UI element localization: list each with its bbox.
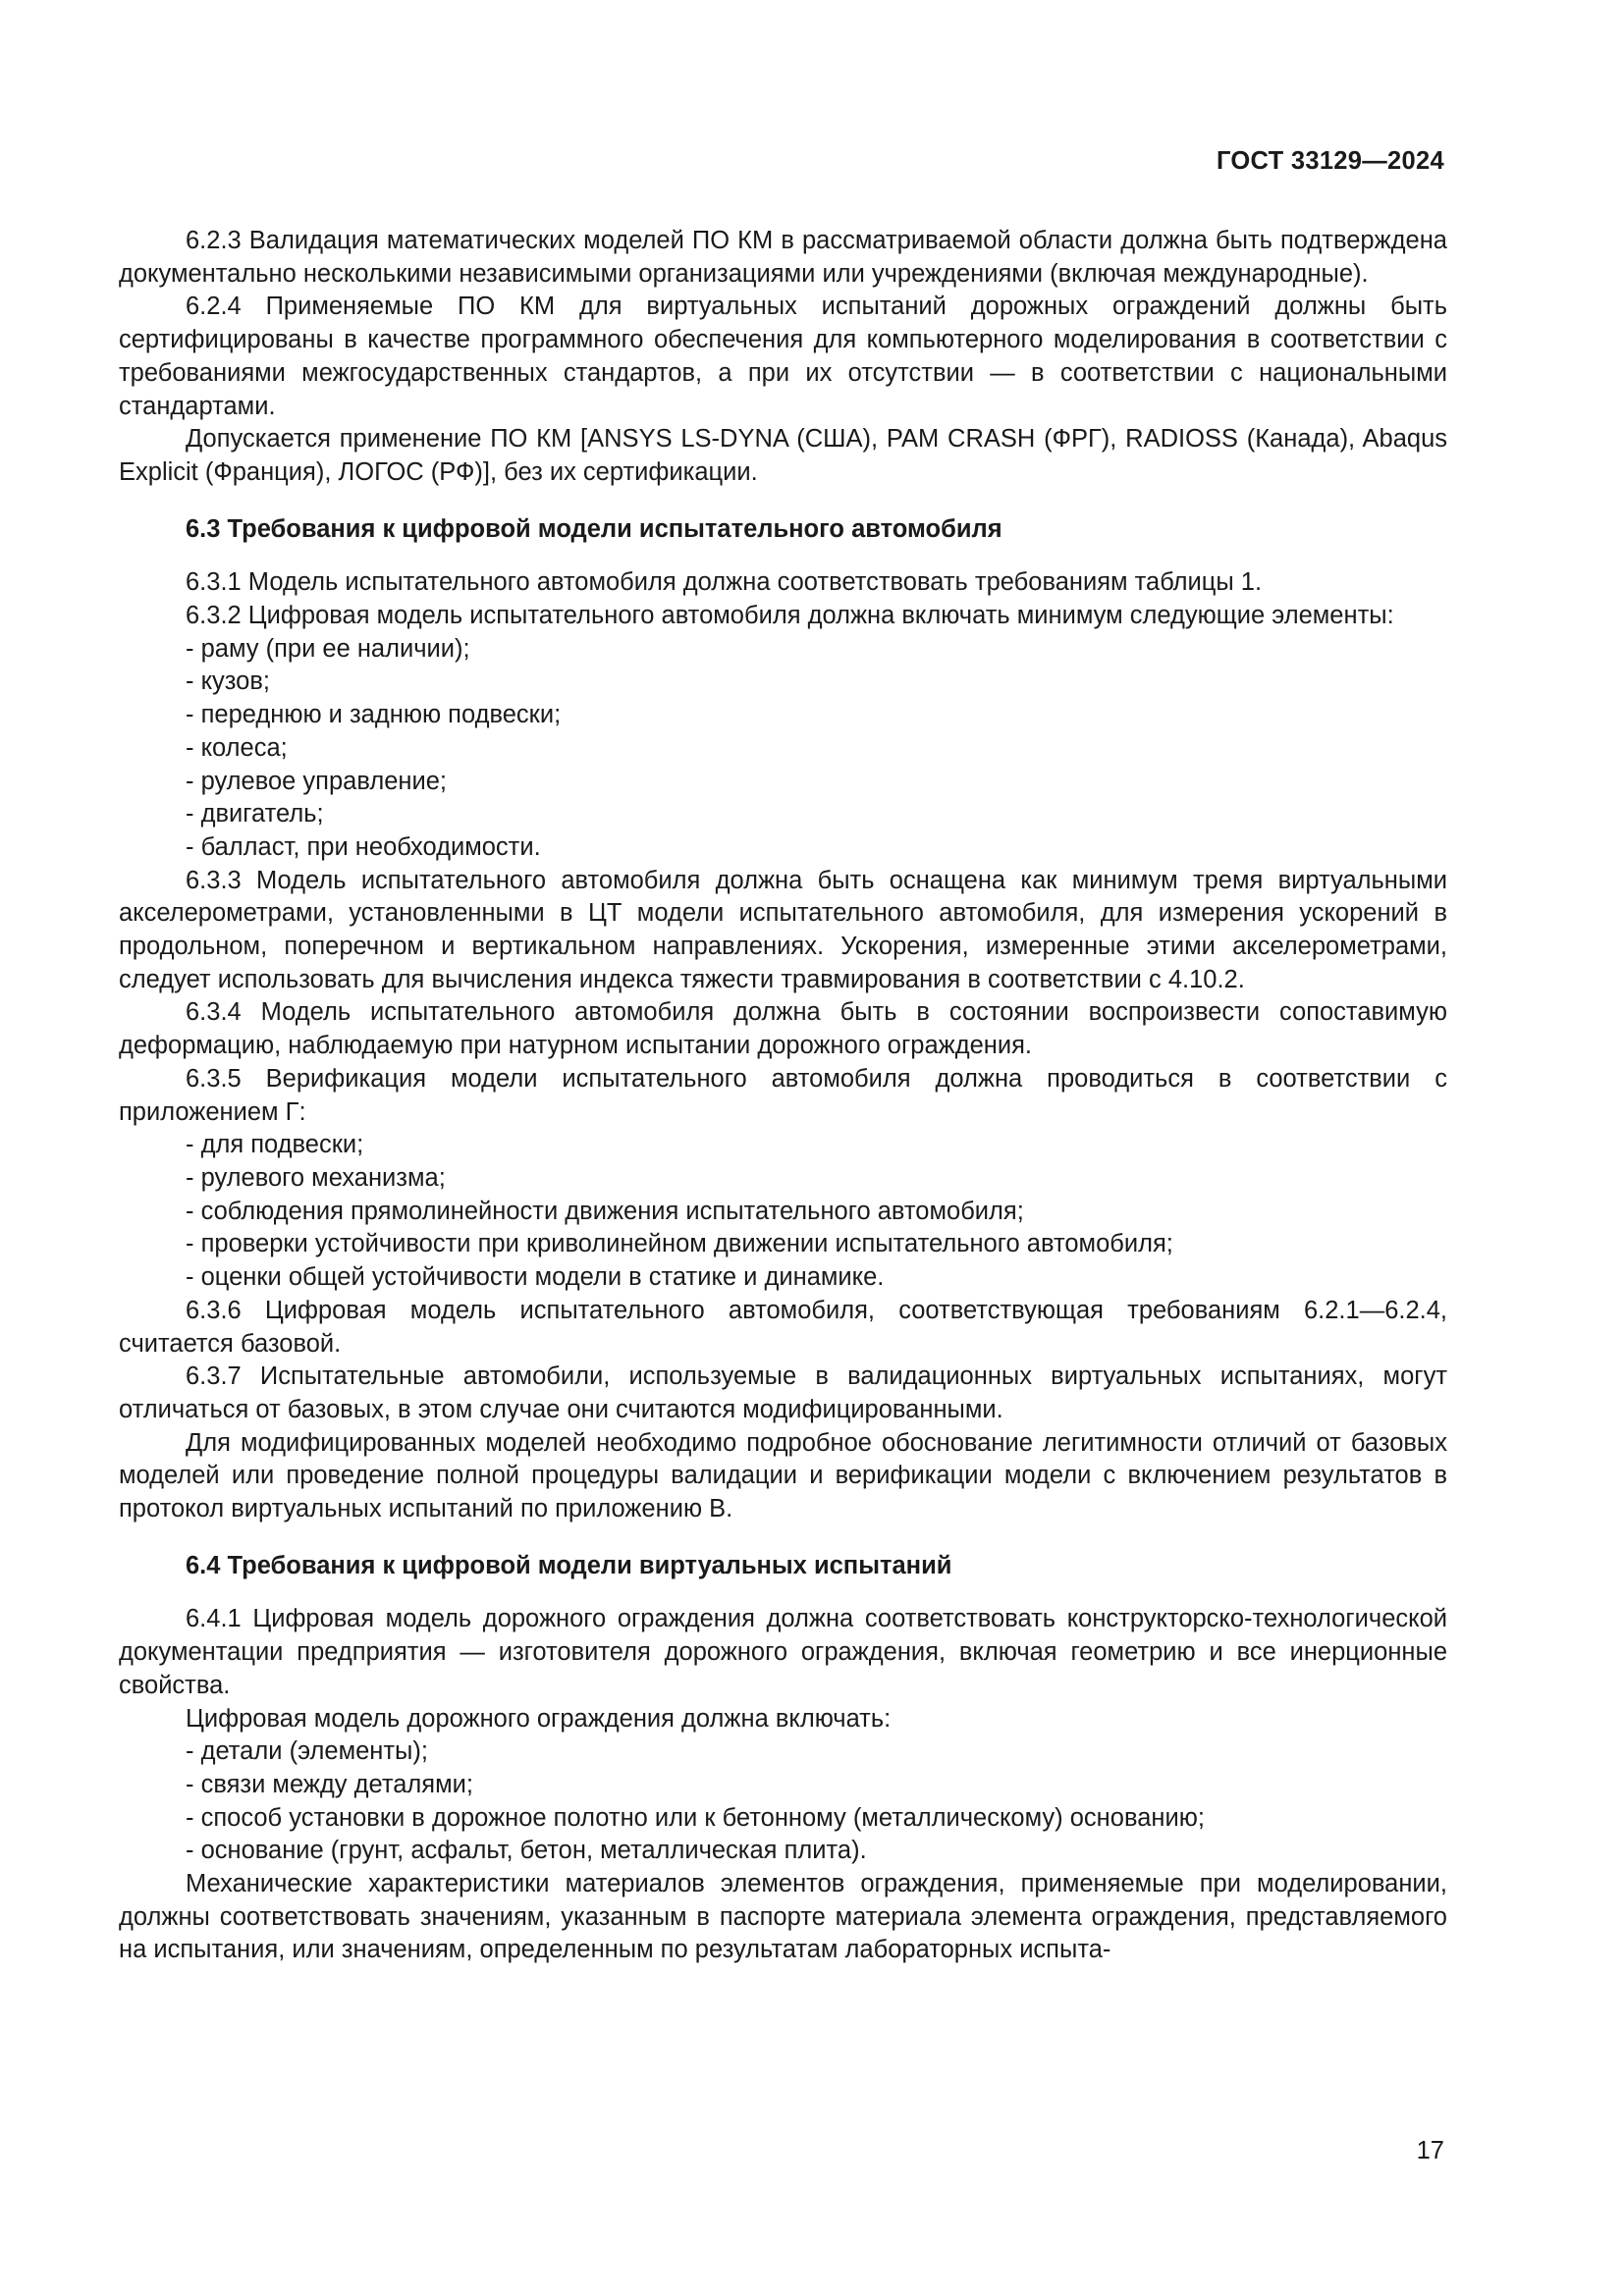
paragraph: 6.3.3 Модель испытательного автомобиля должна быть оснащена как минимум тремя виртуальными акселерометрами, установленными в ЦТ модели испытательного автомобиля, для измерения ускорений в продольном, поперечном и вертикальном направлениях. Ускорения, измеренные этими акселерометрами, следует использовать для вычисления индекса тяжести травмирования в соответствии с 4.10.2. xyxy=(119,866,1447,993)
section-heading: 6.3 Требования к цифровой модели испытательного автомобиля xyxy=(186,514,1002,543)
list-item: - рулевого механизма; xyxy=(186,1163,446,1192)
paragraph: 6.4.1 Цифровая модель дорожного ограждения должна соответствовать конструкторско-технологической документации предприятия — изготовителя дорожного ограждения, включая геометрию и все инерционные свойства. xyxy=(119,1605,1447,1699)
paragraph: 6.2.4 Применяемые ПО КМ для виртуальных испытаний дорожных ограждений должны быть сертифицированы в качестве программного обеспечения для компьютерного моделирования в соответствии с требованиями межгосударственных стандартов, а при их отсутствии — в соответствии с национальными стандартами. xyxy=(119,293,1447,420)
list-item: - двигатель; xyxy=(186,800,324,828)
list-item: - раму (при ее наличии); xyxy=(186,634,470,663)
page-number: 17 xyxy=(1416,2137,1444,2164)
list-item: - кузов; xyxy=(186,667,270,696)
paragraph: 6.2.3 Валидация математических моделей ПО КМ в рассматриваемой области должна быть подтверждена документально несколькими независимыми организациями или учреждениями (включая международные). xyxy=(119,227,1447,288)
paragraph: Допускается применение ПО КМ [ANSYS LS-DYNA (США), PAM CRASH (ФРГ), RADIOSS (Канада), Abaqus Explicit (Франция), ЛОГОС (РФ)], без их сертификации. xyxy=(119,425,1447,486)
list-item: - соблюдения прямолинейности движения испытательного автомобиля; xyxy=(186,1197,1024,1225)
paragraph: Для модифицированных моделей необходимо подробное обоснование легитимности отличий от базовых моделей или проведение полной процедуры валидации и верификации модели с включением результатов в протокол виртуальных испытаний по приложению В. xyxy=(119,1428,1447,1523)
list-item: - переднюю и заднюю подвески; xyxy=(186,701,562,729)
paragraph: 6.3.5 Верификация модели испытательного автомобиля должна проводиться в соответствии с приложением Г: xyxy=(119,1064,1447,1126)
document-code: ГОСТ 33129—2024 xyxy=(1216,147,1444,175)
paragraph: 6.3.2 Цифровая модель испытательного автомобиля должна включать минимум следующие элементы: xyxy=(186,602,1394,630)
document-body xyxy=(119,225,1447,1967)
list-item: - колеса; xyxy=(186,733,288,762)
list-item: - проверки устойчивости при криволинейном движении испытательного автомобиля; xyxy=(186,1230,1173,1258)
paragraph: 6.3.7 Испытательные автомобили, используемые в валидационных виртуальных испытаниях, могут отличаться от базовых, в этом случае они считаются модифицированными. xyxy=(119,1362,1447,1423)
list-item: - оценки общей устойчивости модели в статике и динамике. xyxy=(186,1263,885,1292)
paragraph: Цифровая модель дорожного ограждения должна включать: xyxy=(186,1704,892,1733)
paragraph: 6.3.4 Модель испытательного автомобиля должна быть в состоянии воспроизвести сопоставимую деформацию, наблюдаемую при натурном испытании дорожного ограждения. xyxy=(119,998,1447,1060)
list-item: - связи между деталями; xyxy=(186,1770,473,1798)
list-item: - основание (грунт, асфальт, бетон, металлическая плита). xyxy=(186,1837,867,1865)
list-item: - балласт, при необходимости. xyxy=(186,832,541,861)
paragraph: 6.3.6 Цифровая модель испытательного автомобиля, соответствующая требованиям 6.2.1—6.2.4, считается базовой. xyxy=(119,1296,1447,1358)
paragraph: 6.3.1 Модель испытательного автомобиля должна соответствовать требованиям таблицы 1. xyxy=(186,568,1263,597)
list-item: - детали (элементы); xyxy=(186,1737,428,1766)
list-item: - рулевое управление; xyxy=(186,767,447,795)
paragraph: Механические характеристики материалов элементов ограждения, применяемые при моделировании, должны соответствовать значениям, указанным в паспорте материала элемента ограждения, представляемого на испытания, или значениям, определенным по результатам лабораторных испыта- xyxy=(119,1870,1447,1964)
list-item: - способ установки в дорожное полотно или к бетонному (металлическому) основанию; xyxy=(186,1803,1205,1832)
list-item: - для подвески; xyxy=(186,1131,364,1159)
section-heading: 6.4 Требования к цифровой модели виртуальных испытаний xyxy=(186,1551,952,1579)
